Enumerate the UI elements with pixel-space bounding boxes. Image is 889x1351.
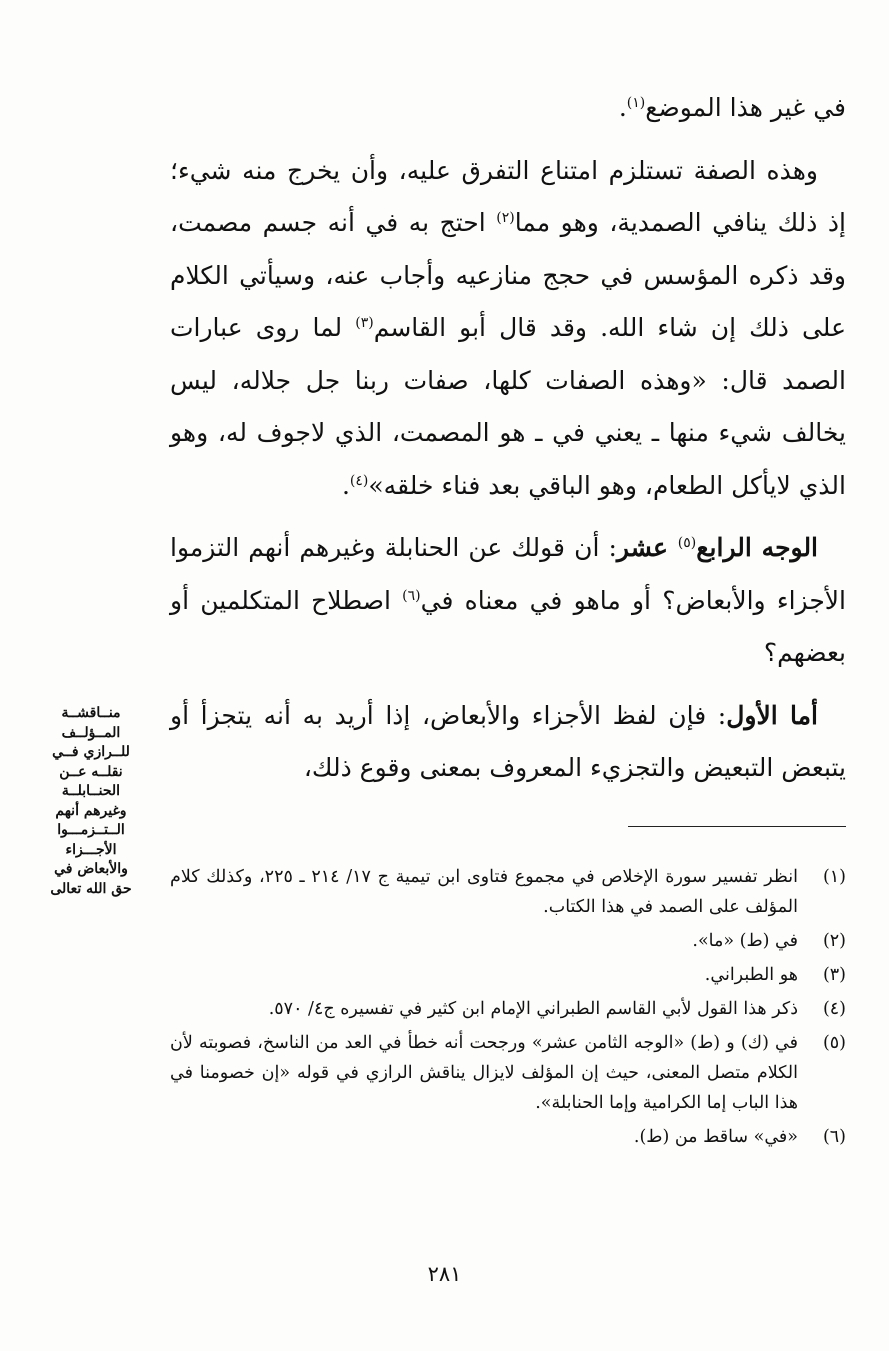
footnote <box>170 994 846 1024</box>
footnote-ref[interactable]: (٢) <box>496 210 515 226</box>
footnote-text: هو الطبراني. <box>704 965 798 985</box>
margin-note-line: منــاقشــة <box>61 705 121 721</box>
footnote-number: (٦) <box>822 1127 846 1147</box>
paragraph-first-point <box>170 690 846 795</box>
text-run: : أن قولك عن الحنابلة وغيرهم أنهم التزموا الأجزاء والأبعاض؟ أو ماهو في معناه في <box>170 533 847 615</box>
footnote-text: انظر تفسير سورة الإخلاص في مجموع فتاوى ابن تيمية ج ١٧/ ٢١٤ ـ ٢٢٥، وكذلك كلام المؤلف على الصمد في هذا الكتاب. <box>170 867 798 917</box>
text-run: : فإن لفظ الأجزاء والأبعاض، إذا أريد به أنه يتجزأ أو يتبعض التبعيض والتجزيء المعروف بمعنى وقوع ذلك، <box>170 700 846 782</box>
footnote-text: في (ك) و (ط) «الوجه الثامن عشر» ورجحت أنه خطأ في العد من الناسخ، فصوبته لأن الكلام متصل المعنى، حيث إن المؤلف لايزال يناقش الرازي في قوله «إن خصومنا في هذا الباب إما الكرامية وإما الحنابلة». <box>170 1033 798 1113</box>
footnote <box>170 1122 846 1152</box>
footnote <box>170 960 846 990</box>
text-run: وهذه الصفة تستلزم امتناع التفرق عليه، وأن يخرج منه شيء؛ إذ ذلك ينافي الصمدية، وهو مما <box>170 155 846 237</box>
footnote-ref[interactable]: (٣) <box>355 315 374 331</box>
footnote-text: ذكر هذا القول لأبي القاسم الطبراني الإمام ابن كثير في تفسيره ج٤/ ٥٧٠. <box>268 999 798 1019</box>
margin-note-line: الحنــابلــة <box>61 783 121 799</box>
footnote-number: (٤) <box>822 999 846 1019</box>
footnote-ref[interactable]: (٦) <box>402 587 421 604</box>
text-run: لما روى عبارات الصمد قال: «وهذه الصفات كلها، صفات ربنا جل جلاله، ليس يخالف شيء منها ـ يعني في ـ هو المصمت، الذي لاجوف له، وهو الذي لايأكل الطعام، وهو الباقي بعد فناء خلقه» <box>170 313 846 500</box>
margin-note-line: والأبعاض في <box>54 861 128 877</box>
text-run: . <box>618 93 627 122</box>
margin-note-line: الأجـــزاء <box>65 841 117 858</box>
margin-note-line: حق الله تعالى <box>50 880 132 897</box>
footnote-ref[interactable]: (٥) <box>677 535 697 551</box>
paragraph-fourteenth-aspect <box>170 522 846 680</box>
text-run: اصطلاح المتكلمين أو بعضهم؟ <box>170 585 846 667</box>
footnote-separator <box>628 826 846 827</box>
margin-note <box>40 704 142 899</box>
footnote-text: «في» ساقط من (ط). <box>633 1127 798 1147</box>
footnote-number: (٥) <box>822 1033 846 1053</box>
margin-note-line: الــتــزمـــوا <box>57 822 125 838</box>
footnote-text: في (ط) «ما». <box>692 931 798 951</box>
footnote <box>170 862 846 922</box>
footnotes <box>170 862 846 1156</box>
footnote <box>170 1028 846 1118</box>
margin-note-line: المــؤلــف <box>61 724 121 741</box>
heading-run: عشر <box>616 533 678 562</box>
footnote-number: (٣) <box>822 965 846 985</box>
main-text <box>170 82 846 795</box>
text-run: في غير هذا الموضع <box>645 93 846 122</box>
paragraph-samad <box>170 145 846 513</box>
text-run: احتج به في أنه جسم مصمت، وقد ذكره المؤسس في حجج منازعيه وأجاب عنه، وسيأتي الكلام على ذلك إن شاء الله. وقد قال أبو القاسم <box>170 208 846 342</box>
page-number: ٢٨١ <box>427 1262 462 1286</box>
margin-note-line: نقلــه عــن <box>59 763 123 780</box>
heading-run: الوجه الرابع <box>696 533 819 562</box>
footnote-number: (١) <box>822 867 846 887</box>
opening-line <box>170 82 846 135</box>
footnote-ref[interactable]: (٤) <box>349 472 369 489</box>
footnote-number: (٢) <box>822 931 846 951</box>
margin-note-line: وغيرهم أنهم <box>55 802 127 819</box>
margin-note-line: للــرازي فــي <box>52 744 130 760</box>
footnote <box>170 926 846 956</box>
text-run: . <box>341 470 350 500</box>
footnote-ref[interactable]: (١) <box>626 95 646 111</box>
heading-run: أما الأول <box>726 700 818 730</box>
